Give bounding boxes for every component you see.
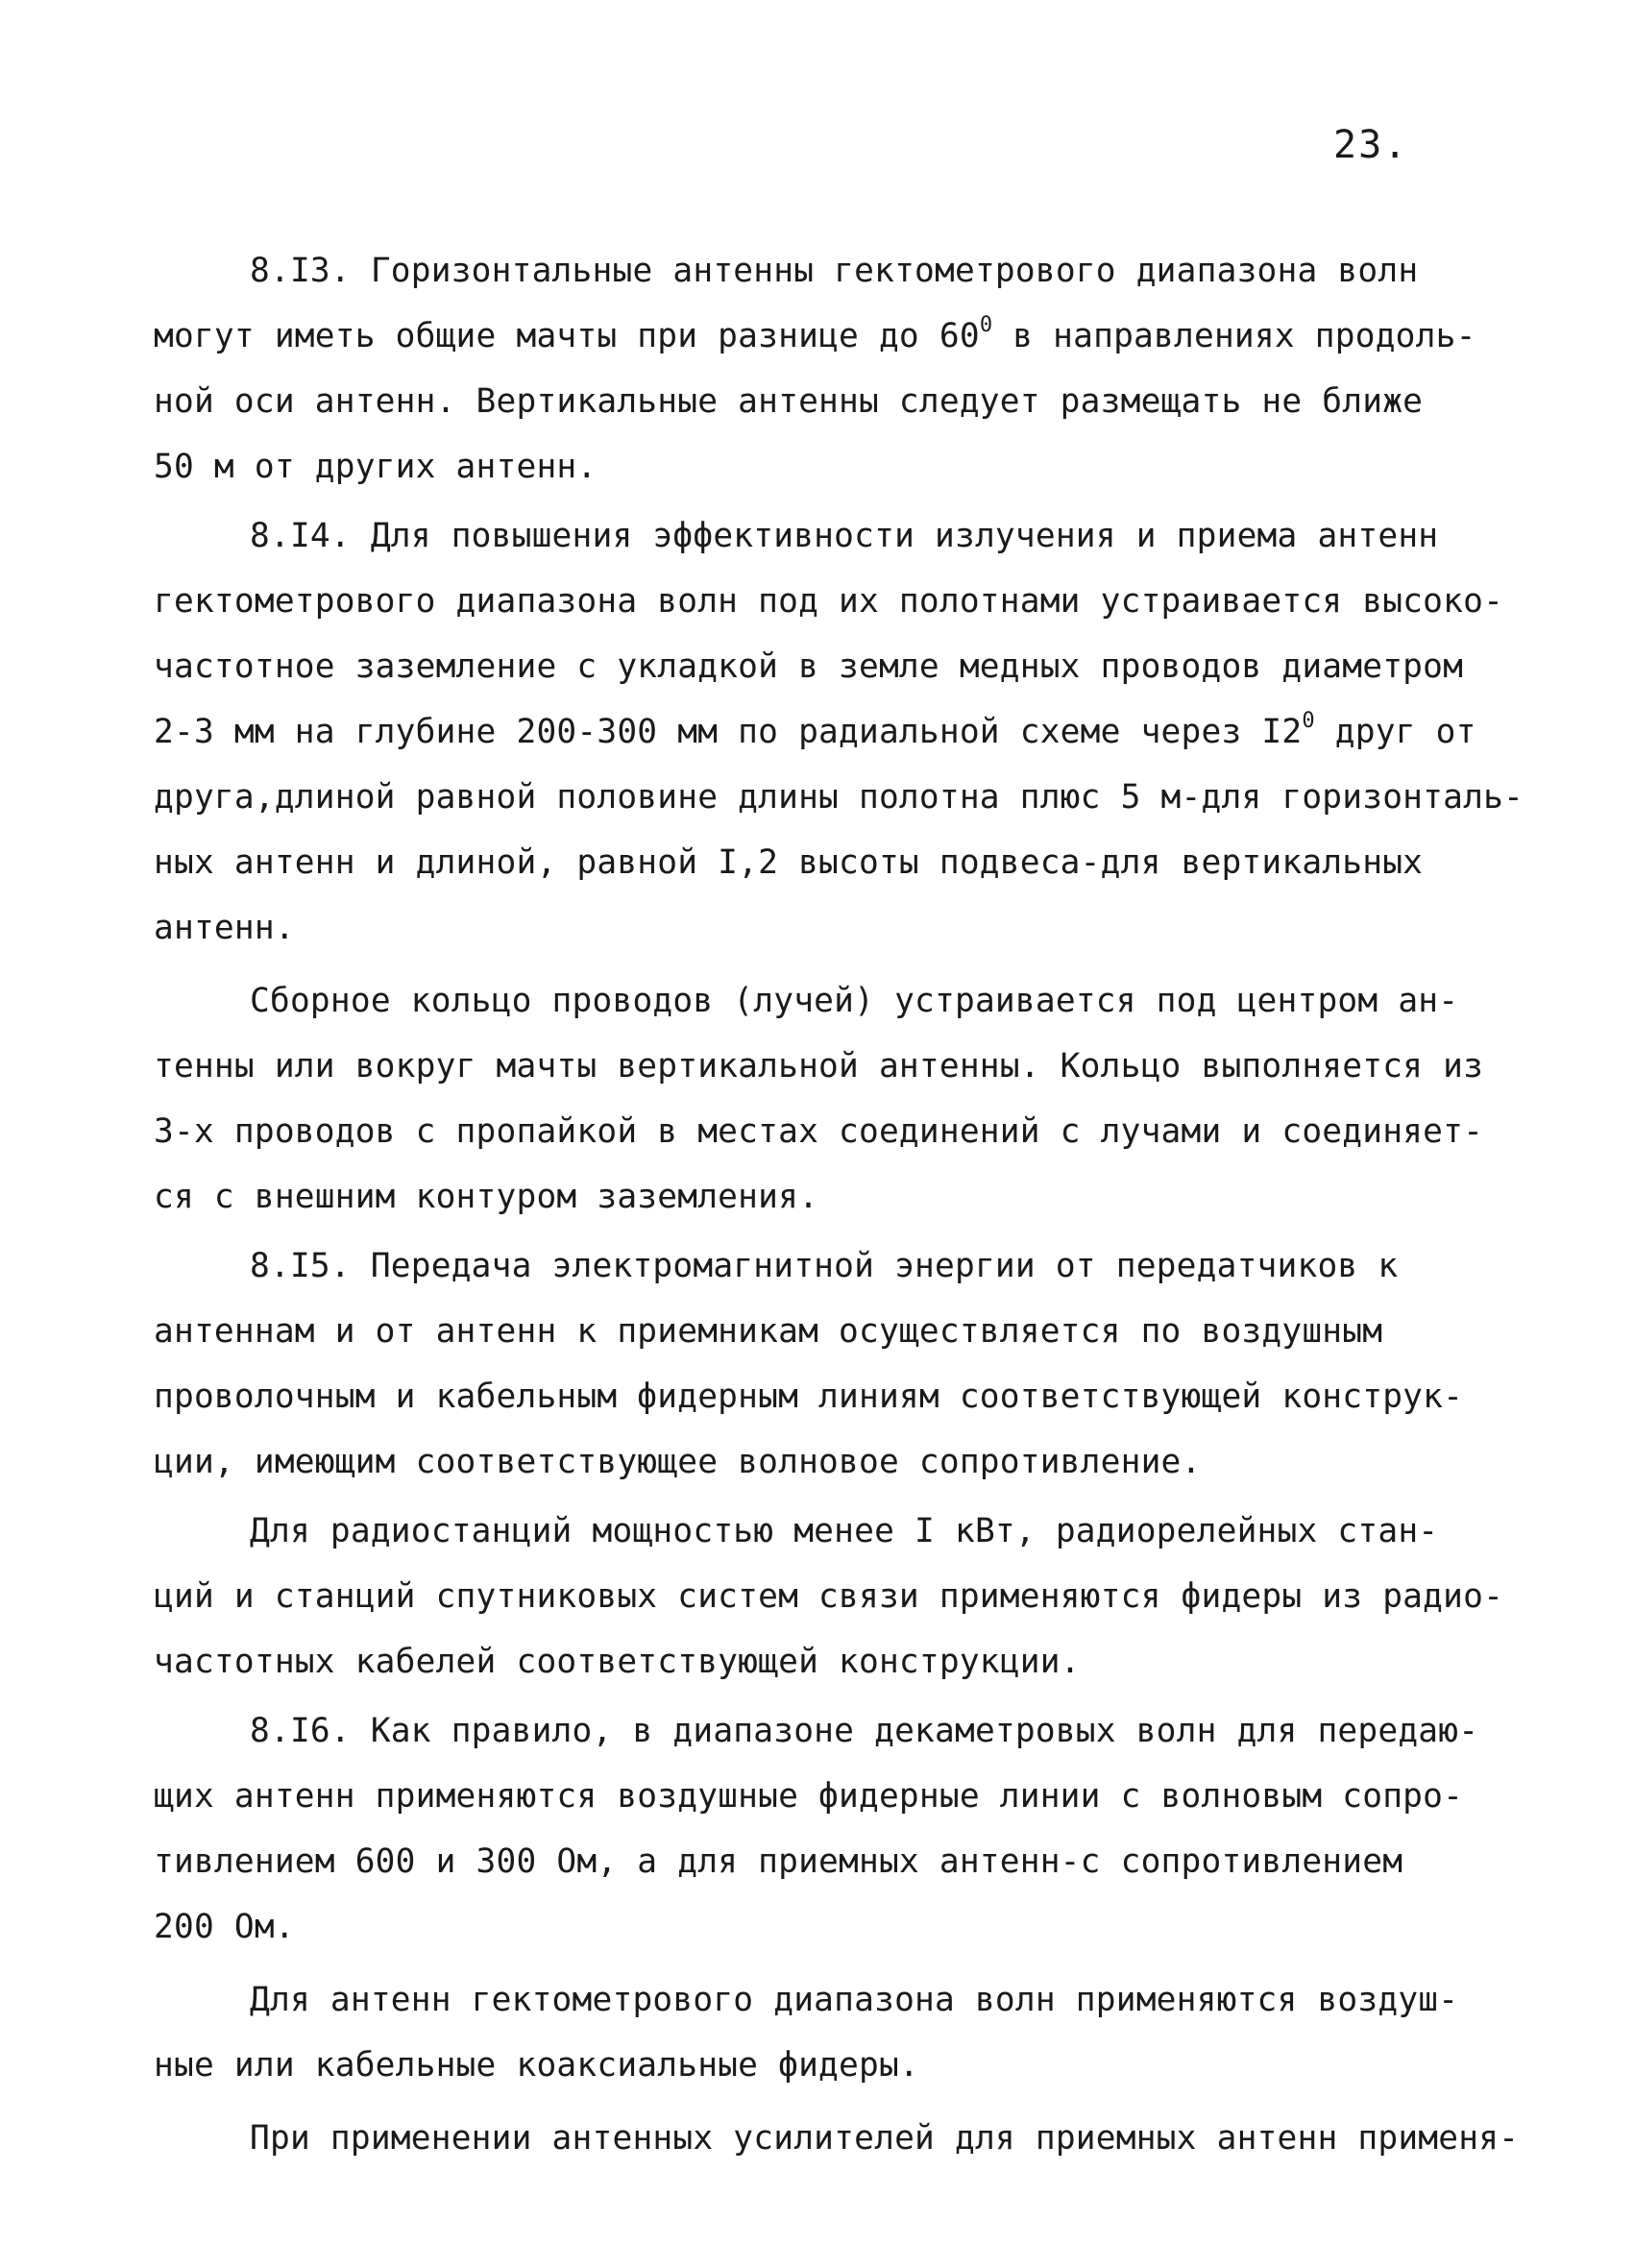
text-line <box>154 765 1524 830</box>
text-line-content: проволочным и кабельным фидерным линиям соответствующей конструк- <box>154 1378 1464 1416</box>
text-line <box>154 1364 1499 1429</box>
text-line-content: ной оси антенн. Вертикальные антенны следует размещать не ближе <box>154 382 1424 421</box>
text-line-content: тивлением 600 и 300 Ом, а для приемных антенн-с сопротивлением <box>154 1842 1403 1881</box>
text-line <box>154 699 1499 765</box>
text-line <box>154 1034 1499 1099</box>
text-line <box>154 895 1499 961</box>
text-line-content: щих антенн применяются воздушные фидерные линии с волновым сопро- <box>154 1777 1464 1816</box>
text-line-content: Сборное кольцо проводов (лучей) устраивается под центром ан- <box>250 982 1459 1020</box>
text-line <box>154 1299 1499 1364</box>
text-line-content: 3-х проводов с пропайкой в местах соединений с лучами и соединяет- <box>154 1112 1484 1151</box>
text-line <box>154 369 1499 434</box>
text-line-content: частотное заземление с укладкой в земле медных проводов диаметром <box>154 647 1464 686</box>
text-line <box>154 1233 1499 1299</box>
text-line <box>154 1164 1499 1230</box>
text-line <box>154 304 1499 369</box>
text-line <box>154 569 1504 634</box>
text-line <box>154 968 1499 1034</box>
text-line <box>154 1564 1504 1629</box>
text-line-content: 8.I3. Горизонтальные антенны гектометрового диапазона волн <box>250 252 1419 290</box>
text-line-content: 8.I5. Передача электромагнитной энергии от передатчиков к <box>250 1247 1399 1285</box>
text-line-content: 200 Ом. <box>154 1908 295 1946</box>
text-line <box>154 2106 1520 2171</box>
text-line-content: гектометрового диапазона волн под их полотнами устраивается высоко- <box>154 582 1504 621</box>
degree-superscript: 0 <box>1302 709 1315 733</box>
text-line-content: 8.I6. Как правило, в диапазоне декаметровых волн для передаю- <box>250 1712 1479 1750</box>
text-line-content: частотных кабелей соответствующей конструкции. <box>154 1643 1081 1681</box>
text-line-content: Для радиостанций мощностью менее I кВт, радиорелейных стан- <box>250 1512 1439 1550</box>
text-line-content: могут иметь общие мачты при разнице до 60 <box>154 317 980 355</box>
text-line <box>154 1698 1499 1764</box>
text-line-tail: в направлениях продоль- <box>992 317 1476 355</box>
text-line-content: 50 м от других антенн. <box>154 448 598 486</box>
degree-superscript: 0 <box>979 313 993 337</box>
text-line <box>154 1629 1499 1695</box>
text-line-content: ции, имеющим соответствующее волновое сопротивление. <box>154 1443 1202 1481</box>
text-line <box>154 1099 1499 1164</box>
text-line <box>154 1967 1499 2033</box>
text-line <box>154 1499 1499 1564</box>
text-line-content: ся с внешним контуром заземления. <box>154 1178 819 1216</box>
text-line <box>154 1429 1499 1495</box>
text-line-content: друга,длиной равной половине длины полотна плюс 5 м-для горизонталь- <box>154 778 1524 817</box>
text-line <box>154 830 1499 895</box>
text-line-content: ций и станций спутниковых систем связи применяются фидеры из радио- <box>154 1577 1504 1616</box>
text-line <box>154 634 1499 699</box>
text-line-tail: друг от <box>1314 713 1476 751</box>
text-line-content: ных антенн и длиной, равной I,2 высоты подвеса-для вертикальных <box>154 843 1424 882</box>
text-line-content: антеннам и от антенн к приемникам осуществляется по воздушным <box>154 1312 1383 1351</box>
text-line-content: 2-3 мм на глубине 200-300 мм по радиальной схеме через I2 <box>154 713 1303 751</box>
text-line <box>154 238 1499 304</box>
text-line <box>154 503 1499 569</box>
text-line-content: антенн. <box>154 909 295 947</box>
text-line <box>154 2033 1499 2098</box>
text-line-content: 8.I4. Для повышения эффективности излучения и приема антенн <box>250 517 1439 555</box>
text-line-content: Для антенн гектометрового диапазона волн применяются воздуш- <box>250 1981 1459 2019</box>
text-line-content: При применении антенных усилителей для приемных антенн применя- <box>250 2119 1520 2158</box>
text-line <box>154 1829 1499 1894</box>
text-line <box>154 1764 1499 1829</box>
text-line <box>154 434 1499 500</box>
text-line-content: ные или кабельные коаксиальные фидеры. <box>154 2046 919 2085</box>
text-line-content: тенны или вокруг мачты вертикальной антенны. Кольцо выполняется из <box>154 1047 1484 1085</box>
text-line <box>154 1894 1499 1960</box>
page-number: 23. <box>1333 123 1409 167</box>
document-body <box>154 238 1524 2171</box>
